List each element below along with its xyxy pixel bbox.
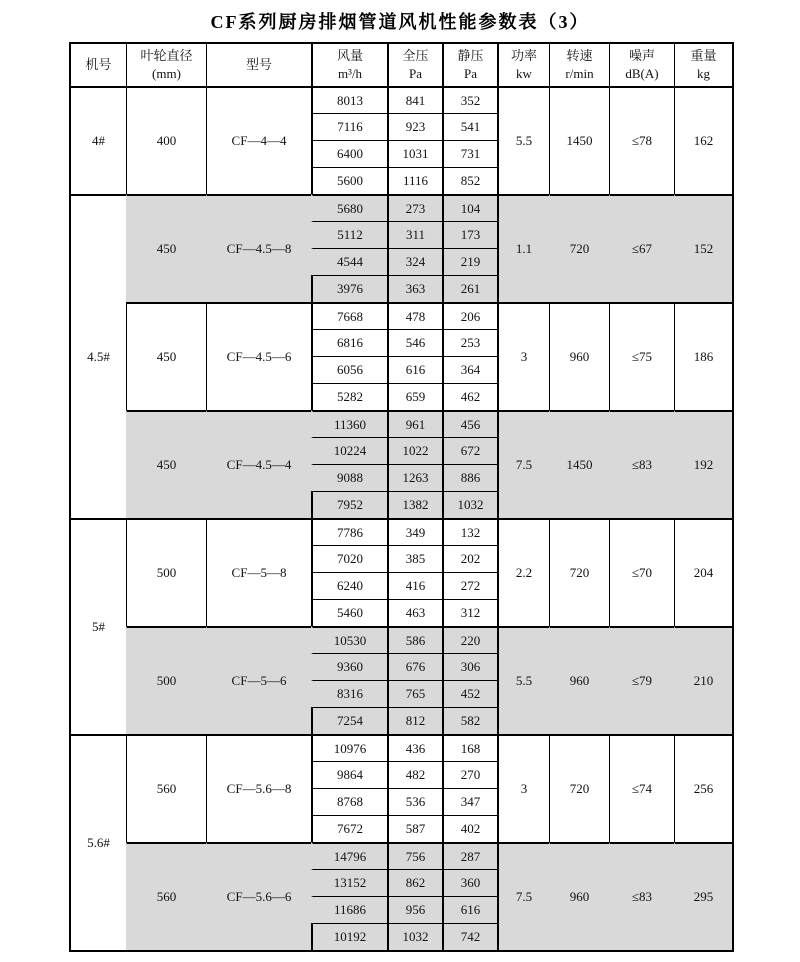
table-header [71,44,732,86]
table-row [71,842,732,869]
column-header [126,44,206,86]
cell-total-pressure: 765 [387,680,442,707]
cell-weight: 186 [674,302,732,410]
cell-total-pressure: 311 [387,221,442,248]
cell-airflow: 9864 [311,761,387,788]
cell-weight: 210 [674,626,732,734]
cell-static-pressure: 731 [442,140,497,167]
cell-speed: 1450 [549,410,609,518]
cell-weight: 152 [674,194,732,302]
cell-static-pressure: 173 [442,221,497,248]
cell-airflow: 9088 [311,464,387,491]
column-header [609,44,674,86]
cell-airflow: 7020 [311,545,387,572]
cell-airflow: 7116 [311,113,387,140]
cell-power: 7.5 [497,410,549,518]
cell-noise: ≤70 [609,518,674,626]
cell-model: CF—4.5—8 [206,194,311,302]
cell-speed: 720 [549,194,609,302]
cell-speed: 960 [549,302,609,410]
cell-static-pressure: 287 [442,842,497,869]
cell-speed: 1450 [549,86,609,194]
cell-total-pressure: 416 [387,572,442,599]
cell-static-pressure: 104 [442,194,497,221]
cell-airflow: 9360 [311,653,387,680]
cell-static-pressure: 306 [442,653,497,680]
cell-weight: 192 [674,410,732,518]
cell-airflow: 7952 [311,491,387,518]
cell-total-pressure: 1382 [387,491,442,518]
cell-static-pressure: 1032 [442,491,497,518]
cell-diameter: 400 [126,86,206,194]
column-header-unit: Pa [409,66,422,81]
cell-total-pressure: 385 [387,545,442,572]
cell-weight: 204 [674,518,732,626]
cell-machine-number: 4# [71,86,126,194]
cell-total-pressure: 841 [387,86,442,113]
column-header [497,44,549,86]
cell-total-pressure: 436 [387,734,442,761]
cell-total-pressure: 536 [387,788,442,815]
cell-total-pressure: 676 [387,653,442,680]
cell-noise: ≤67 [609,194,674,302]
cell-total-pressure: 1032 [387,923,442,950]
cell-weight: 295 [674,842,732,950]
cell-power: 5.5 [497,626,549,734]
cell-diameter: 560 [126,842,206,950]
cell-airflow: 8316 [311,680,387,707]
column-header-unit: Pa [464,66,477,81]
cell-power: 5.5 [497,86,549,194]
cell-airflow: 6056 [311,356,387,383]
cell-total-pressure: 478 [387,302,442,329]
column-header-unit: (mm) [152,66,181,81]
column-header-name: 转速 [566,48,593,64]
table-row [71,86,732,113]
cell-model: CF—4.5—6 [206,302,311,410]
cell-airflow: 8013 [311,86,387,113]
column-header [206,44,311,86]
cell-total-pressure: 586 [387,626,442,653]
cell-static-pressure: 206 [442,302,497,329]
cell-static-pressure: 202 [442,545,497,572]
cell-airflow: 10224 [311,437,387,464]
column-header [311,44,387,86]
cell-total-pressure: 324 [387,248,442,275]
cell-static-pressure: 270 [442,761,497,788]
cell-airflow: 10976 [311,734,387,761]
cell-static-pressure: 364 [442,356,497,383]
fan-spec-table [69,42,734,952]
cell-total-pressure: 812 [387,707,442,734]
cell-diameter: 500 [126,626,206,734]
column-header-name: 全压 [402,48,429,64]
column-header-name: 噪声 [628,48,655,64]
cell-static-pressure: 672 [442,437,497,464]
cell-airflow: 5112 [311,221,387,248]
column-header [674,44,732,86]
cell-total-pressure: 1116 [387,167,442,194]
cell-machine-number: 5.6# [71,734,126,950]
cell-total-pressure: 463 [387,599,442,626]
column-header-name: 型号 [245,57,272,73]
cell-model: CF—5—8 [206,518,311,626]
cell-airflow: 5460 [311,599,387,626]
cell-model: CF—4.5—4 [206,410,311,518]
cell-static-pressure: 402 [442,815,497,842]
column-header [549,44,609,86]
cell-static-pressure: 168 [442,734,497,761]
cell-weight: 162 [674,86,732,194]
cell-static-pressure: 219 [442,248,497,275]
cell-airflow: 10192 [311,923,387,950]
cell-noise: ≤75 [609,302,674,410]
cell-airflow: 5600 [311,167,387,194]
cell-model: CF—5.6—6 [206,842,311,950]
cell-speed: 720 [549,734,609,842]
cell-static-pressure: 352 [442,86,497,113]
cell-airflow: 6816 [311,329,387,356]
cell-airflow: 8768 [311,788,387,815]
cell-static-pressure: 452 [442,680,497,707]
column-header-unit: m³/h [337,66,363,81]
cell-noise: ≤78 [609,86,674,194]
cell-speed: 960 [549,626,609,734]
page-title: CF系列厨房排烟管道风机性能参数表（3） [210,12,590,32]
cell-static-pressure: 541 [442,113,497,140]
column-header-unit: kg [697,66,710,81]
column-header-unit: dB(A) [625,66,659,81]
column-header [71,44,126,86]
cell-total-pressure: 363 [387,275,442,302]
table-row [71,734,732,761]
cell-total-pressure: 1263 [387,464,442,491]
cell-total-pressure: 273 [387,194,442,221]
cell-diameter: 450 [126,302,206,410]
cell-static-pressure: 742 [442,923,497,950]
cell-static-pressure: 616 [442,896,497,923]
cell-static-pressure: 582 [442,707,497,734]
cell-static-pressure: 261 [442,275,497,302]
column-header-name: 功率 [510,48,537,64]
cell-static-pressure: 347 [442,788,497,815]
cell-airflow: 3976 [311,275,387,302]
cell-speed: 720 [549,518,609,626]
cell-total-pressure: 1022 [387,437,442,464]
column-header [387,44,442,86]
cell-noise: ≤74 [609,734,674,842]
cell-static-pressure: 360 [442,869,497,896]
column-header-name: 重量 [690,48,717,64]
cell-airflow: 7786 [311,518,387,545]
column-header [442,44,497,86]
cell-model: CF—5.6—8 [206,734,311,842]
cell-machine-number: 5# [71,518,126,734]
table-row [71,302,732,329]
cell-airflow: 13152 [311,869,387,896]
column-header-name: 风量 [336,48,363,64]
cell-total-pressure: 546 [387,329,442,356]
cell-power: 3 [497,302,549,410]
cell-static-pressure: 220 [442,626,497,653]
table-row [71,194,732,221]
cell-total-pressure: 961 [387,410,442,437]
cell-total-pressure: 923 [387,113,442,140]
cell-airflow: 11686 [311,896,387,923]
cell-static-pressure: 312 [442,599,497,626]
cell-airflow: 11360 [311,410,387,437]
cell-total-pressure: 349 [387,518,442,545]
cell-diameter: 450 [126,410,206,518]
cell-static-pressure: 852 [442,167,497,194]
cell-airflow: 6400 [311,140,387,167]
cell-diameter: 560 [126,734,206,842]
table-row [71,626,732,653]
cell-static-pressure: 456 [442,410,497,437]
column-header-name: 机号 [85,57,112,73]
cell-airflow: 4544 [311,248,387,275]
cell-airflow: 7668 [311,302,387,329]
cell-power: 7.5 [497,842,549,950]
column-header-unit: kw [516,66,532,81]
column-header-name: 静压 [457,48,484,64]
cell-static-pressure: 462 [442,383,497,410]
cell-static-pressure: 132 [442,518,497,545]
cell-airflow: 7672 [311,815,387,842]
cell-machine-number: 4.5# [71,194,126,518]
cell-total-pressure: 1031 [387,140,442,167]
cell-total-pressure: 482 [387,761,442,788]
cell-total-pressure: 616 [387,356,442,383]
cell-total-pressure: 956 [387,896,442,923]
cell-noise: ≤79 [609,626,674,734]
cell-weight: 256 [674,734,732,842]
cell-total-pressure: 659 [387,383,442,410]
cell-diameter: 500 [126,518,206,626]
cell-airflow: 14796 [311,842,387,869]
cell-power: 2.2 [497,518,549,626]
cell-speed: 960 [549,842,609,950]
cell-airflow: 6240 [311,572,387,599]
cell-static-pressure: 272 [442,572,497,599]
cell-total-pressure: 587 [387,815,442,842]
table-body [71,86,732,950]
cell-airflow: 7254 [311,707,387,734]
cell-airflow: 5680 [311,194,387,221]
cell-noise: ≤83 [609,410,674,518]
cell-power: 3 [497,734,549,842]
cell-static-pressure: 886 [442,464,497,491]
table-row [71,518,732,545]
cell-static-pressure: 253 [442,329,497,356]
cell-airflow: 10530 [311,626,387,653]
header-row [71,44,732,86]
cell-power: 1.1 [497,194,549,302]
cell-model: CF—4—4 [206,86,311,194]
cell-total-pressure: 862 [387,869,442,896]
cell-airflow: 5282 [311,383,387,410]
column-header-name: 叶轮直径 [140,48,193,64]
cell-model: CF—5—6 [206,626,311,734]
cell-diameter: 450 [126,194,206,302]
column-header-unit: r/min [565,66,594,81]
cell-noise: ≤83 [609,842,674,950]
cell-total-pressure: 756 [387,842,442,869]
table-row [71,410,732,437]
